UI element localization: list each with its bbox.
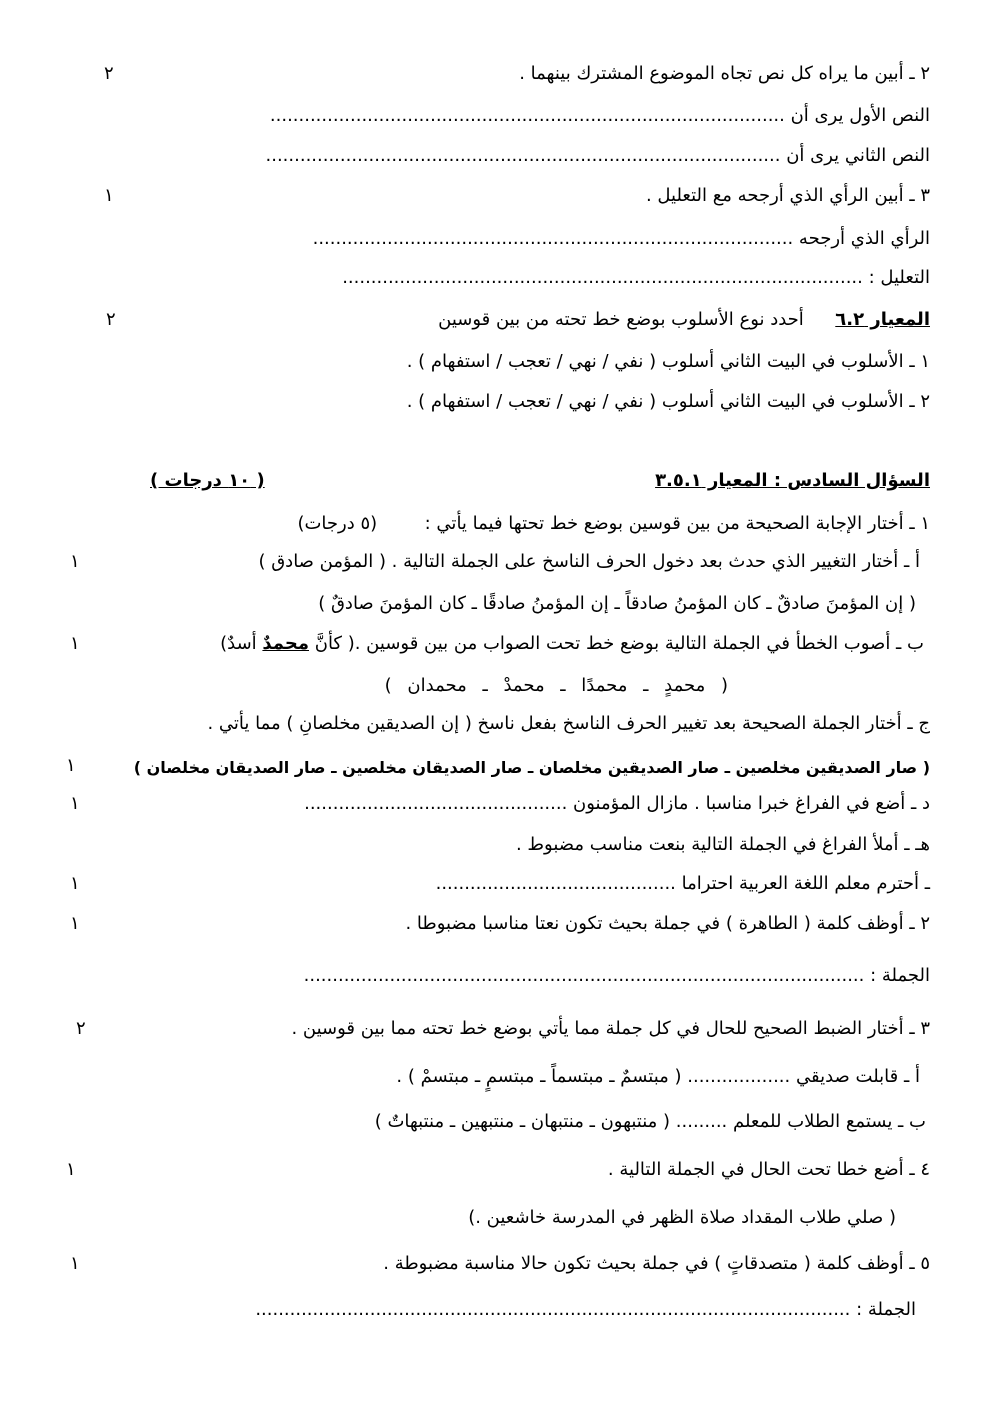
item-b-error-word: محمدٌ	[262, 633, 309, 654]
score-item-2: ١	[70, 913, 80, 934]
item-5-sentence: الجملة : ........................................................................................................	[255, 1299, 916, 1320]
text1-line: النص الأول يرى أن ..........................................................................................	[269, 105, 930, 126]
item-d: د ـ أضع في الفراغ خبرا مناسبا . مازال المؤمنون ..............................................	[304, 793, 930, 814]
score-a: ١	[70, 551, 80, 572]
item-b-options: ( محمدٍ ـ محمدًا ـ محمدْ ـ محمدان )	[384, 675, 728, 696]
criterion-6-2	[438, 308, 930, 332]
score-e: ١	[70, 873, 80, 894]
score-criterion: ٢	[106, 309, 116, 330]
score-d: ١	[70, 793, 80, 814]
item-5: ٥ ـ أوظف كلمة ( متصدقاتٍ ) في جملة بحيث تكون حالا مناسبة مضبوطة .	[383, 1253, 930, 1274]
item-4: ٤ ـ أضع خطا تحت الحال في الجملة التالية .	[607, 1159, 930, 1180]
item-a-options: ( إن المؤمنَ صادقٌ ـ كان المؤمنُ صادقاً ـ إن المؤمنُ صادقًا ـ كان المؤمنَ صادقٌ )	[318, 593, 916, 614]
item-2: ٢ ـ أوظف كلمة ( الطاهرة ) في جملة بحيث تكون نعتا مناسبا مضبوطا .	[405, 913, 930, 934]
item-1-degrees: (٥ درجات)	[297, 513, 378, 534]
score-q3: ١	[104, 185, 114, 206]
item-a: أ ـ أختار التغيير الذي حدث بعد دخول الحرف الناسخ على الجملة التالية . ( المؤمن صادق )	[258, 551, 920, 572]
style-item-2: ٢ ـ الأسلوب في البيت الثاني أسلوب ( نفي / نهي / تعجب / استفهام ) .	[406, 391, 930, 412]
item-e: هـ ـ أملأ الفراغ في الجملة التالية بنعت مناسب مضبوط .	[515, 834, 930, 855]
score-item-4: ١	[66, 1159, 76, 1180]
item-c: ج ـ أختار الجملة الصحيحة بعد تغيير الحرف الناسخ بفعل ناسخ ( إن الصديقين مخلصانِ ) مما يأتي .	[207, 713, 930, 734]
opinion-line: الرأي الذي أرجحه ....................................................................................	[312, 228, 930, 249]
question-3: ٣ ـ أبين الرأي الذي أرجحه مع التعليل .	[645, 185, 930, 206]
q6-degrees: ( ١٠ درجات )	[150, 470, 265, 491]
item-1	[297, 512, 930, 536]
question-2: ٢ ـ أبين ما يراه كل نص تجاه الموضوع المشترك بينهما .	[519, 63, 930, 84]
item-e-line: ـ أحترم معلم اللغة العربية احتراما ..........................................	[435, 873, 930, 894]
item-4-sentence: ( صلي طلاب المقداد صلاة الظهر في المدرسة خاشعين .)	[468, 1207, 896, 1228]
item-2-sentence: الجملة : ..................................................................................................	[303, 965, 930, 986]
style-item-1: ١ ـ الأسلوب في البيت الثاني أسلوب ( نفي / نهي / تعجب / استفهام ) .	[406, 351, 930, 372]
item-3-b: ب ـ يستمع الطلاب للمعلم ......... ( منتبهون ـ منتبهان ـ منتبهين ـ منتبهاتٌ )	[374, 1111, 926, 1132]
score-item-5: ١	[70, 1253, 80, 1274]
q6-title: السؤال السادس : المعيار ٣.٥.١	[655, 470, 930, 491]
item-c-options: ( صار الصديقين مخلصين ـ صار الصديقين مخلصان ـ صار الصديقان مخلصين ـ صار الصديقان مخلصان )	[133, 758, 930, 777]
item-b-text-end: أسدٌ)	[220, 633, 263, 654]
item-b-text: ب ـ أصوب الخطأ في الجملة التالية بوضع خط تحت الصواب من بين قوسين .( كأنَّ	[309, 633, 924, 654]
item-3: ٣ ـ أختار الضبط الصحيح للحال في كل جملة مما يأتي بوضع خط تحته مما بين قوسين .	[291, 1018, 930, 1039]
criterion-text: أحدد نوع الأسلوب بوضع خط تحته من بين قوسين	[438, 309, 804, 330]
score-q2: ٢	[104, 63, 114, 84]
item-3-a: أ ـ قابلت صديقي .................. ( مبتسمٌ ـ مبتسماً ـ مبتسمٍ ـ مبتسمْ ) .	[396, 1066, 920, 1087]
score-c: ١	[66, 755, 76, 776]
item-1-text: ١ ـ أختار الإجابة الصحيحة من بين قوسين بوضع خط تحتها فيما يأتي :	[424, 513, 930, 534]
item-b	[220, 632, 924, 656]
score-item-3: ٢	[76, 1018, 86, 1039]
text2-line: النص الثاني يرى أن ..........................................................................................	[265, 145, 930, 166]
reason-line: التعليل : ...........................................................................................	[342, 267, 930, 288]
score-b: ١	[70, 633, 80, 654]
criterion-label: المعيار ٦.٢	[835, 309, 930, 330]
